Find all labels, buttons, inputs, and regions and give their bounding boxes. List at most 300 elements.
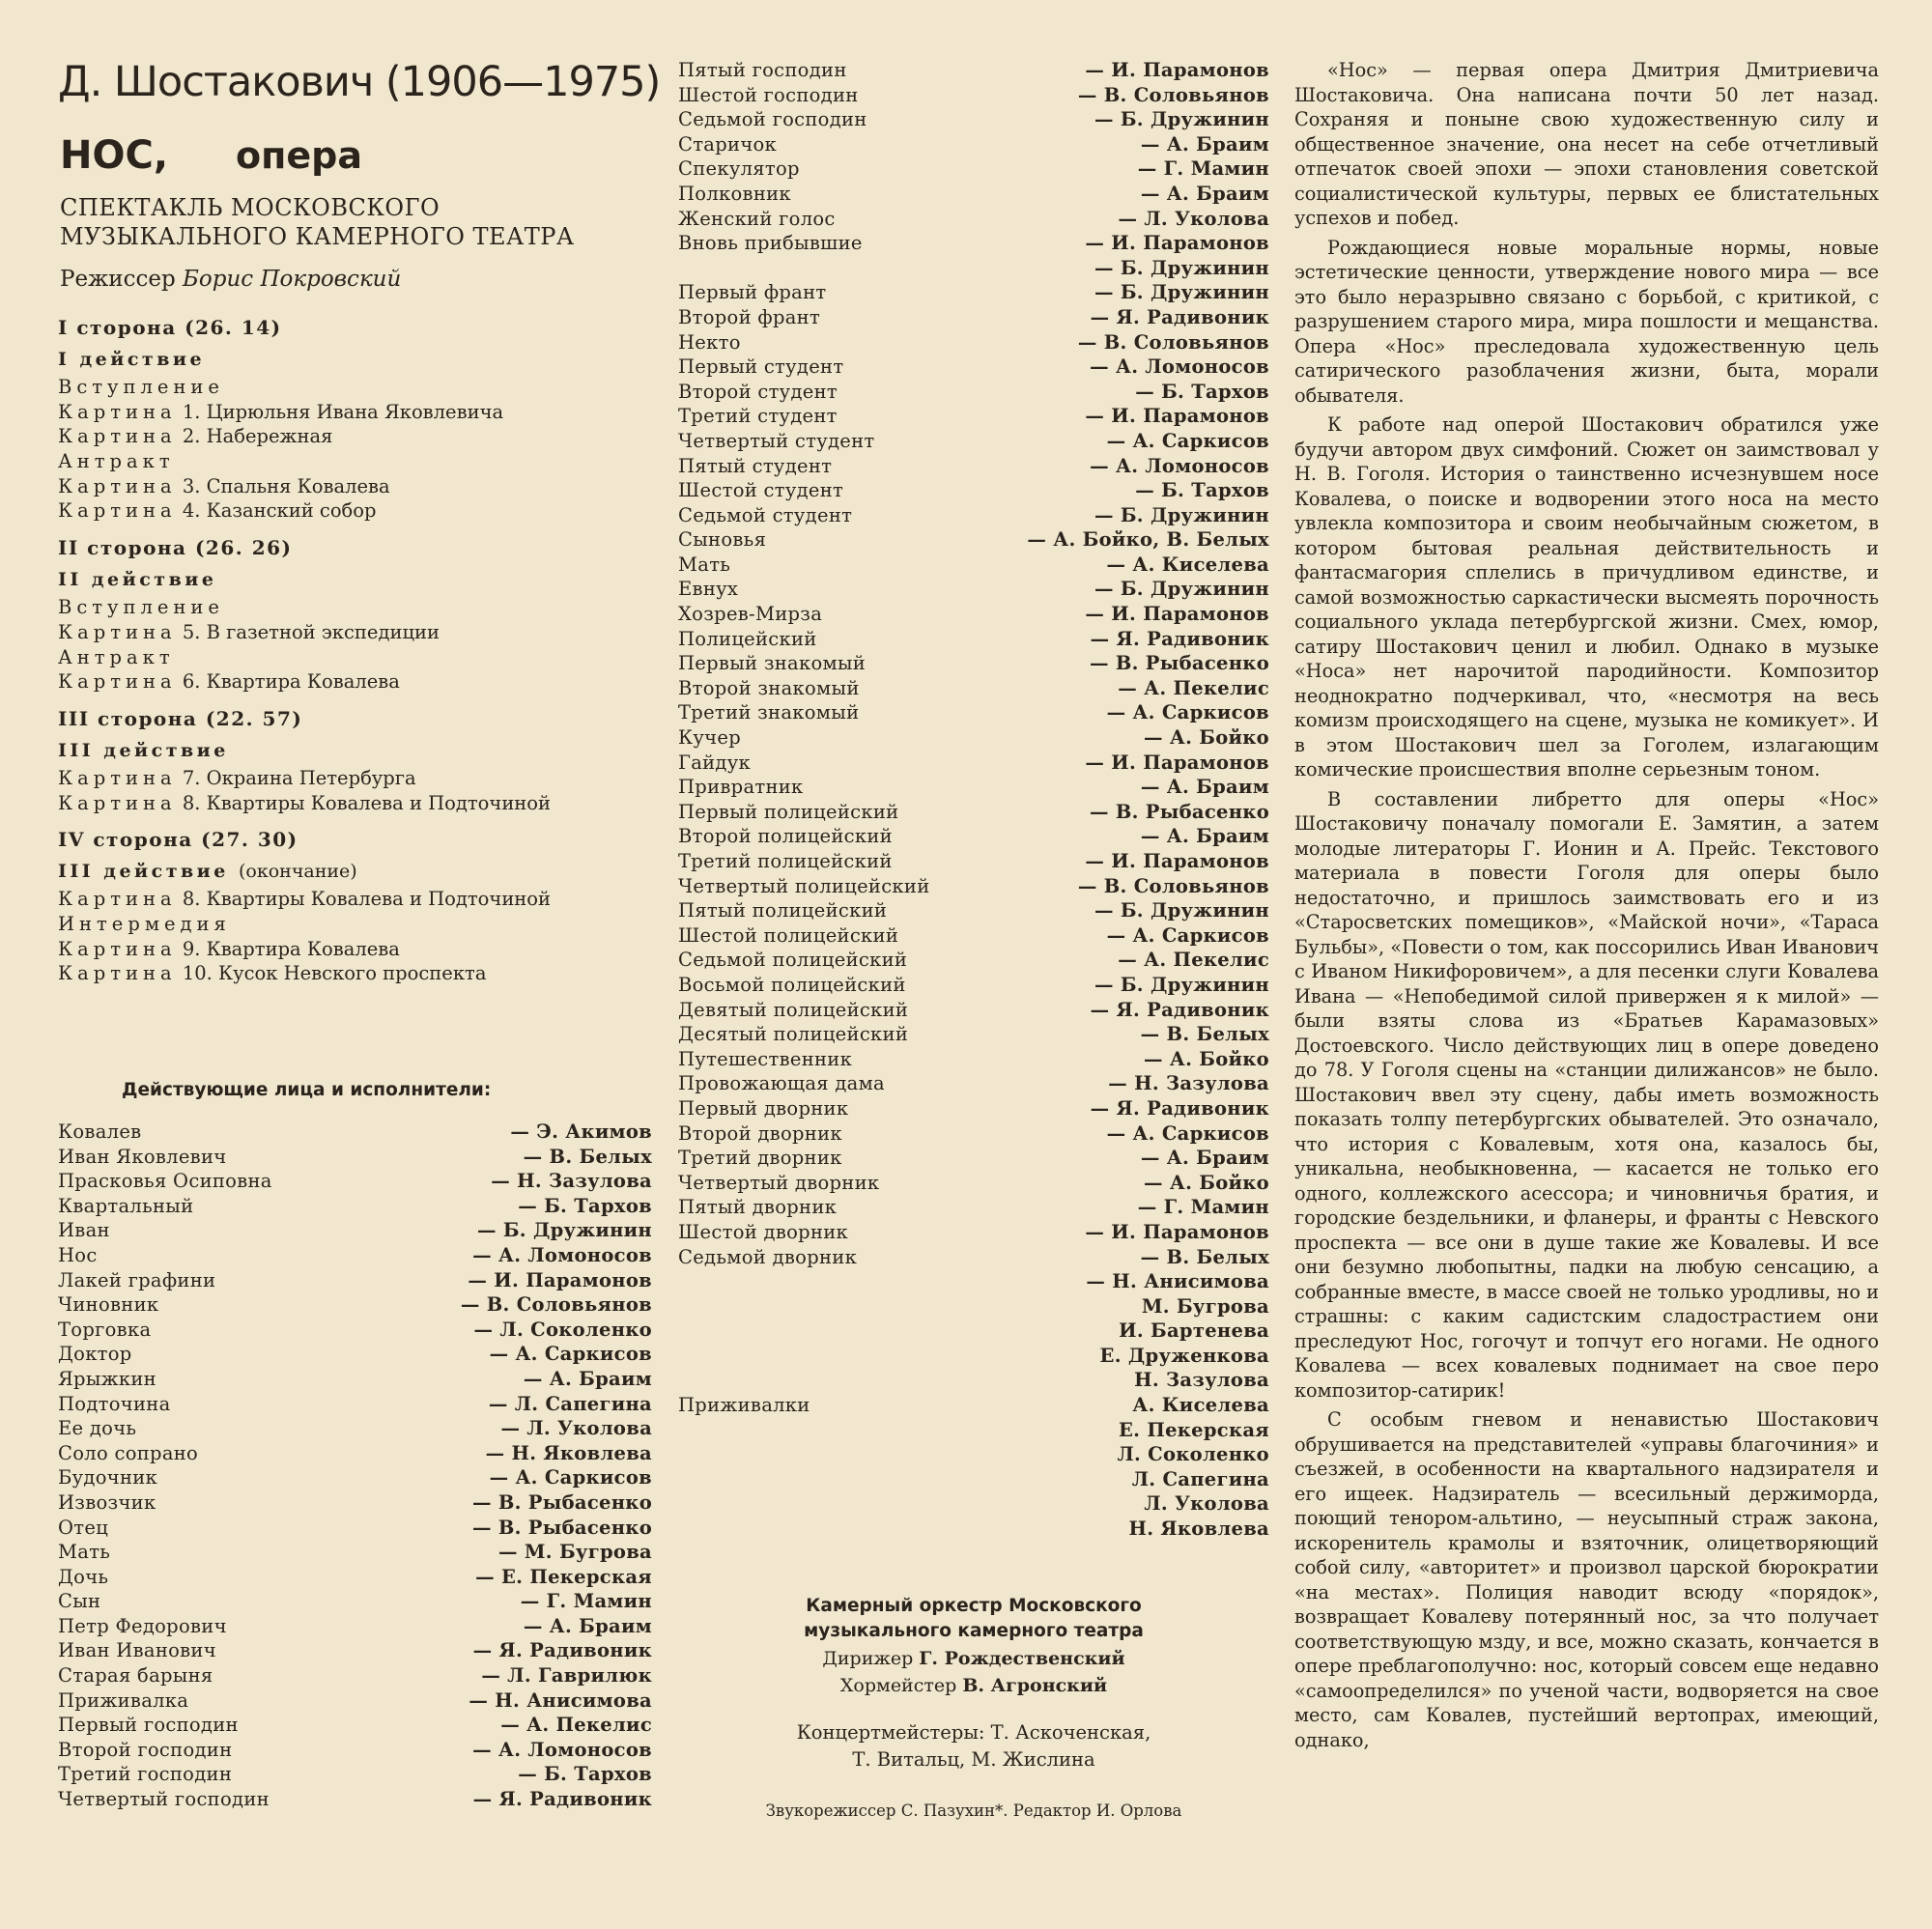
track-item bbox=[58, 595, 657, 620]
performer-name: — А. Бойко bbox=[1144, 1171, 1269, 1194]
role-name: Полковник bbox=[678, 182, 791, 205]
cast-row bbox=[58, 1169, 652, 1194]
cast-row bbox=[678, 725, 1269, 751]
performer-name: — Б. Дружинин bbox=[1094, 281, 1269, 304]
cast-row bbox=[678, 700, 1269, 725]
performer-name: — Я. Радивоник bbox=[1090, 998, 1269, 1021]
role-name: Восьмой полицейский bbox=[678, 973, 906, 996]
track-title: 8. Квартиры Ковалева и Подточиной bbox=[182, 888, 552, 911]
performer-name: — А. Саркисов bbox=[489, 1466, 652, 1489]
performer-name: — В. Рыбасенко bbox=[471, 1490, 652, 1514]
cast-row bbox=[678, 1517, 1269, 1542]
cast-row bbox=[678, 58, 1269, 83]
performer-name: — Л. Гаврилюк bbox=[481, 1664, 652, 1688]
cast-row bbox=[678, 800, 1269, 825]
track-item bbox=[58, 620, 657, 645]
track-item bbox=[58, 791, 657, 816]
role-name: Приживалки bbox=[678, 1394, 810, 1417]
role-name: Пятый дворник bbox=[678, 1196, 838, 1219]
cast-row bbox=[58, 1342, 652, 1367]
cast-row bbox=[678, 1418, 1269, 1443]
cast-row bbox=[58, 1145, 652, 1170]
title-text: НОС, bbox=[60, 133, 169, 178]
performer-name: — В. Рыбасенко bbox=[1089, 800, 1269, 823]
cast-row bbox=[678, 1442, 1269, 1467]
cast-row bbox=[678, 948, 1269, 973]
cast-row bbox=[678, 404, 1269, 429]
role-name: Третий господин bbox=[58, 1763, 233, 1786]
role-name: Некто bbox=[678, 330, 741, 354]
track-keyword: Картина bbox=[58, 670, 177, 694]
cast-row bbox=[58, 1465, 652, 1490]
performer-name: — Н. Анисимова bbox=[1086, 1270, 1269, 1293]
cast-row bbox=[58, 1565, 652, 1590]
role-name: Кучер bbox=[678, 726, 741, 750]
role-name: Второй студент bbox=[678, 380, 838, 403]
performer-name: — Л. Уколова bbox=[1118, 207, 1269, 230]
role-name: Вновь прибывшие bbox=[678, 232, 863, 255]
track-title: 1. Цирюльня Ивана Яковлевича bbox=[182, 400, 504, 423]
role-name: Чиновник bbox=[58, 1293, 159, 1317]
role-name: Пятый полицейский bbox=[678, 899, 888, 922]
act-heading bbox=[58, 735, 657, 766]
performer-name: — В. Соловьянов bbox=[1077, 330, 1269, 354]
conductor-name: Г. Рождественский bbox=[919, 1648, 1125, 1669]
performer-name: — Б. Дружинин bbox=[1094, 256, 1269, 279]
performer-name: — А. Саркисов bbox=[1106, 701, 1269, 724]
track-item bbox=[58, 375, 657, 400]
role-name: Ковалев bbox=[58, 1121, 142, 1143]
role-name: Гайдук bbox=[678, 751, 752, 774]
cast-row bbox=[678, 1146, 1269, 1171]
performer-name: — И. Парамонов bbox=[1085, 603, 1269, 626]
cast-row bbox=[678, 132, 1269, 157]
performer-name: — Б. Тархов bbox=[1135, 479, 1269, 502]
section-gap bbox=[58, 524, 657, 531]
cast-row bbox=[678, 1071, 1269, 1096]
performer-name: — В. Белых bbox=[523, 1145, 652, 1168]
cast-row bbox=[678, 898, 1269, 923]
performer-name: Н. Яковлева bbox=[1128, 1518, 1269, 1541]
performer-name: — Н. Зазулова bbox=[491, 1170, 652, 1193]
track-keyword: Картина bbox=[58, 400, 177, 423]
track-keyword: Антракт bbox=[58, 645, 175, 668]
track-item bbox=[58, 887, 657, 912]
performer-name: — Г. Мамин bbox=[1137, 157, 1269, 181]
performer-name: — И. Парамонов bbox=[468, 1268, 652, 1291]
role-name: Ярыжкин bbox=[58, 1367, 156, 1390]
role-name: Извозчик bbox=[58, 1490, 156, 1514]
performer-name: — Л. Соколенко bbox=[473, 1318, 652, 1341]
track-keyword: Вступление bbox=[58, 376, 224, 398]
performer-name: — А. Браим bbox=[1140, 825, 1269, 848]
performer-name: — В. Рыбасенко bbox=[471, 1516, 652, 1539]
accompanists-line-1: Концертмейстеры: Т. Аскоченская, bbox=[796, 1721, 1151, 1744]
role-name: Второй полицейский bbox=[678, 825, 893, 848]
cast-row bbox=[678, 577, 1269, 602]
performer-name: — В. Соловьянов bbox=[1077, 874, 1269, 897]
performer-name: — И. Парамонов bbox=[1085, 59, 1269, 81]
performer-name: Л. Сапегина bbox=[1131, 1467, 1269, 1490]
performer-name: — Е. Пекерская bbox=[475, 1565, 652, 1588]
director-name: Борис Покровский bbox=[182, 267, 402, 292]
cast-row bbox=[678, 527, 1269, 553]
role-name: Пятый студент bbox=[678, 454, 833, 477]
role-name: Привратник bbox=[678, 776, 804, 799]
track-keyword: Картина bbox=[58, 425, 177, 448]
chorus-label: Хормейстер bbox=[839, 1675, 957, 1696]
role-name: Иван bbox=[58, 1219, 110, 1242]
cast-row bbox=[678, 231, 1269, 256]
track-keyword: Картина bbox=[58, 888, 177, 911]
track-item bbox=[58, 912, 657, 937]
performer-name: — А. Киселева bbox=[1106, 553, 1269, 576]
cast-row bbox=[58, 1713, 652, 1738]
essay-paragraph: К работе над оперой Шостакович обратился уже будучи автором двух симфоний. Сюжет он заимствовал у Н. В. Гоголя. История о таинственно исчезнувшем носе Ковалева, о поиске и водворении этого носа на место увлекла композитора и своим необычайным сюжетом, в котором бытовая реальная действительность и фантасмагория сплелись в причудливом единстве, и самой возможностью саркастически высмеять порочность социального уклада петербургской жизни. Смех, юмор, сатиру Шостакович ценил и любил. Однако в музыке «Носа» нет нарочитой пародийности. Композитор неоднократно подчеркивал, что, «несмотря на весь комизм происходящего на сцене, музыка не комикует». И в этом Шостакович шел за Гоголем, излагающим комические происшествия вполне серьезным тоном. bbox=[1294, 413, 1879, 780]
performer-name: — Л. Уколова bbox=[500, 1417, 652, 1440]
role-name: Будочник bbox=[58, 1466, 158, 1489]
role-name: Доктор bbox=[58, 1343, 132, 1366]
performer-name: — Н. Зазулова bbox=[1108, 1072, 1269, 1095]
performer-name: — А. Саркисов bbox=[489, 1343, 652, 1366]
cast-row bbox=[678, 1319, 1269, 1344]
theatre-line-2: МУЗЫКАЛЬНОГО КАМЕРНОГО ТЕАТРА bbox=[60, 223, 575, 250]
role-name: Шестой дворник bbox=[678, 1220, 849, 1243]
cast-row bbox=[58, 1663, 652, 1688]
role-name: Первый господин bbox=[58, 1714, 239, 1737]
track-keyword: Картина bbox=[58, 474, 177, 497]
role-name: Шестой студент bbox=[678, 479, 844, 502]
cast-row bbox=[678, 553, 1269, 578]
cast-row bbox=[678, 998, 1269, 1023]
performer-name: — В. Рыбасенко bbox=[1089, 652, 1269, 675]
role-name: Подточина bbox=[58, 1392, 171, 1415]
role-name: Старая барыня bbox=[58, 1664, 213, 1688]
role-name: Полицейский bbox=[678, 627, 817, 650]
performer-name: — В. Соловьянов bbox=[1077, 83, 1269, 106]
role-name: Третий дворник bbox=[678, 1147, 842, 1170]
role-name: Первый полицейский bbox=[678, 800, 899, 823]
performer-name: — Б. Тархов bbox=[1135, 380, 1269, 403]
genre-text: опера bbox=[236, 134, 363, 177]
cast-row bbox=[678, 182, 1269, 207]
track-title: 5. В газетной экспедиции bbox=[182, 620, 440, 643]
track-keyword: Картина bbox=[58, 937, 177, 960]
performer-name: Н. Зазулова bbox=[1134, 1369, 1269, 1392]
role-name: Четвертый полицейский bbox=[678, 874, 930, 897]
act-heading bbox=[58, 564, 657, 595]
role-name: Второй знакомый bbox=[678, 676, 860, 699]
performer-name: — Я. Радивоник bbox=[1090, 305, 1269, 328]
cast-row bbox=[678, 503, 1269, 528]
track-keyword: Интермедия bbox=[58, 912, 231, 935]
cast-row bbox=[678, 107, 1269, 132]
performer-name: — И. Парамонов bbox=[1085, 751, 1269, 774]
role-name: Дочь bbox=[58, 1565, 109, 1588]
side-heading: II сторона (26. 26) bbox=[58, 536, 293, 560]
role-name: Лакей графини bbox=[58, 1268, 216, 1291]
track-title: 7. Окраина Петербурга bbox=[182, 766, 416, 789]
track-item bbox=[58, 961, 657, 986]
cast-row bbox=[678, 478, 1269, 503]
cast-row bbox=[678, 676, 1269, 701]
performer-name: — И. Парамонов bbox=[1085, 232, 1269, 255]
performer-name: — Б. Дружинин bbox=[1094, 503, 1269, 526]
director-label: Режиссер bbox=[60, 267, 176, 292]
act-heading bbox=[58, 344, 657, 375]
track-item bbox=[58, 424, 657, 449]
chorus-name: В. Агронский bbox=[962, 1675, 1108, 1696]
performer-name: — Л. Сапегина bbox=[488, 1392, 652, 1415]
cast-row bbox=[678, 1047, 1269, 1072]
performer-name: — Я. Радивоник bbox=[472, 1639, 652, 1662]
performer-name: — Н. Яковлева bbox=[485, 1441, 652, 1464]
cast-title: Действующие лица и исполнители: bbox=[122, 1080, 492, 1100]
cast-row bbox=[58, 1292, 652, 1318]
role-name: Четвертый дворник bbox=[678, 1171, 880, 1194]
performer-name: — Н. Анисимова bbox=[469, 1688, 652, 1712]
performer-name: А. Киселева bbox=[1132, 1394, 1269, 1417]
essay-text bbox=[1294, 58, 1879, 1757]
role-name: Петр Федорович bbox=[58, 1614, 227, 1637]
act-heading bbox=[58, 856, 657, 887]
performer-name: Л. Соколенко bbox=[1117, 1443, 1269, 1466]
cast-row bbox=[678, 1022, 1269, 1047]
role-name: Прасковья Осиповна bbox=[58, 1170, 272, 1193]
role-name: Провожающая дама bbox=[678, 1072, 885, 1095]
role-name: Иван Иванович bbox=[58, 1639, 216, 1662]
essay-paragraph: С особым гневом и ненавистью Шостакович обрушивается на представителей «управы благочиния» и съезжей, в особенности на квартального надзирателя и его ищеек. Надзиратель — всесильный держиморда, поющий тенором-альтино, — неусыпный страж закона, искоренитель крамолы и взяточник, олицетворяющий собой силу, «авторитет» и произвол царской бюрократии «на местах». Полиция наводит всюду «порядок», возвращает Ковалеву потерянный нос, за что получает соответствующую мзду, и все, можно сказать, кончается в опере преблагополучно: нос, который совсем еще недавно «самоопределился» по ученой части, водворяется на свое место, сам Ковалев, пустейший вертопрах, имеющий, однако, bbox=[1294, 1408, 1879, 1751]
performer-name: — А. Пекелис bbox=[1118, 949, 1269, 972]
performer-name: — А. Саркисов bbox=[1106, 1121, 1269, 1145]
track-title: 8. Квартиры Ковалева и Подточиной bbox=[182, 791, 552, 814]
cast-row bbox=[678, 775, 1269, 800]
cast-row bbox=[678, 874, 1269, 899]
cast-row bbox=[678, 355, 1269, 380]
cast-row bbox=[58, 1638, 652, 1663]
section-gap bbox=[58, 815, 657, 823]
role-name: Хозрев-Мирза bbox=[678, 603, 823, 626]
track-keyword: Вступление bbox=[58, 596, 224, 619]
performer-name: — А. Браим bbox=[523, 1367, 652, 1390]
cast-row bbox=[678, 627, 1269, 652]
role-name: Девятый полицейский bbox=[678, 998, 909, 1021]
cast-row bbox=[678, 602, 1269, 627]
performer-name: — В. Белых bbox=[1140, 1245, 1269, 1268]
cast-row bbox=[678, 156, 1269, 182]
role-name: Четвертый студент bbox=[678, 429, 875, 452]
cast-row bbox=[678, 454, 1269, 479]
role-name: Соло сопрано bbox=[58, 1441, 199, 1464]
performer-name: — Я. Радивоник bbox=[472, 1788, 652, 1811]
cast-row bbox=[678, 1467, 1269, 1492]
cast-row bbox=[678, 1294, 1269, 1319]
cast-row bbox=[58, 1268, 652, 1293]
director-line bbox=[60, 267, 401, 292]
cast-row bbox=[678, 1121, 1269, 1147]
performer-name: — Б. Дружинин bbox=[1094, 578, 1269, 601]
cast-row bbox=[678, 751, 1269, 776]
performer-name: — А. Браим bbox=[1140, 182, 1269, 205]
cast-row bbox=[58, 1243, 652, 1268]
performer-name: — Г. Мамин bbox=[520, 1590, 652, 1613]
role-name: Второй господин bbox=[58, 1738, 233, 1761]
performer-name: — А. Браим bbox=[1140, 1147, 1269, 1170]
cast-row bbox=[58, 1120, 652, 1145]
role-name: Иван Яковлевич bbox=[58, 1145, 227, 1168]
act-label: II действие bbox=[58, 569, 217, 591]
section-gap bbox=[58, 695, 657, 702]
conductor-line bbox=[678, 1646, 1269, 1671]
cast-row bbox=[58, 1589, 652, 1614]
role-name: Шестой полицейский bbox=[678, 923, 899, 947]
cast-row bbox=[678, 1220, 1269, 1245]
track-item bbox=[58, 400, 657, 425]
side-heading: IV сторона (27. 30) bbox=[58, 828, 298, 852]
performer-name: — Б. Тархов bbox=[518, 1763, 652, 1786]
cast-list-left bbox=[58, 1120, 652, 1812]
theatre-heading bbox=[60, 193, 575, 251]
conductor-label: Дирижер bbox=[822, 1648, 914, 1669]
role-name: Четвертый господин bbox=[58, 1788, 270, 1811]
engineer-line: Звукорежиссер С. Пазухин*. Редактор И. Орлова bbox=[765, 1801, 1182, 1820]
performer-name: — В. Белых bbox=[1140, 1023, 1269, 1046]
performer-name: — Я. Радивоник bbox=[1090, 627, 1269, 650]
track-item bbox=[58, 645, 657, 670]
cast-row bbox=[678, 429, 1269, 454]
accompanists bbox=[678, 1719, 1269, 1773]
role-name: Второй франт bbox=[678, 305, 821, 328]
role-name: Седьмой господин bbox=[678, 108, 867, 131]
role-name: Первый франт bbox=[678, 281, 827, 304]
performer-name: — А. Бойко, В. Белых bbox=[1027, 528, 1269, 552]
cast-row bbox=[678, 305, 1269, 330]
cast-row bbox=[58, 1392, 652, 1417]
cast-row bbox=[678, 1269, 1269, 1294]
performer-name: — А. Бойко bbox=[1144, 726, 1269, 750]
role-name: Торговка bbox=[58, 1318, 152, 1341]
cast-row bbox=[58, 1738, 652, 1763]
track-keyword: Антракт bbox=[58, 450, 175, 473]
role-name: Третий полицейский bbox=[678, 850, 893, 872]
performer-name: — В. Соловьянов bbox=[460, 1293, 652, 1317]
performer-name: — Э. Акимов bbox=[510, 1121, 652, 1143]
essay-paragraph: Рождающиеся новые моральные нормы, новые эстетические ценности, утверждение нового мира — все это было неразрывно связано с борьбой, с критикой, с разрушением старого мира, мира пошлости и мещанства. Опера «Нос» преследовала художественную цель сатирического разоблачения жизни, быта, морали обывателя. bbox=[1294, 236, 1879, 407]
track-keyword: Картина bbox=[58, 499, 177, 523]
role-name: Седьмой полицейский bbox=[678, 949, 908, 972]
cast-row bbox=[58, 1762, 652, 1787]
role-name: Первый знакомый bbox=[678, 652, 867, 675]
cast-row bbox=[678, 83, 1269, 108]
performer-name: Е. Пекерская bbox=[1119, 1418, 1269, 1441]
cast-row bbox=[58, 1540, 652, 1565]
cast-row bbox=[678, 1368, 1269, 1393]
role-name: Нос bbox=[58, 1243, 98, 1266]
track-title: 3. Спальня Ковалева bbox=[182, 474, 390, 497]
role-name: Шестой господин bbox=[678, 83, 859, 106]
performer-name: — Б. Дружинин bbox=[476, 1219, 652, 1242]
performer-name: — А. Браим bbox=[1140, 132, 1269, 156]
cast-row bbox=[678, 1393, 1269, 1418]
section-gap bbox=[58, 986, 657, 994]
cast-row bbox=[678, 973, 1269, 998]
role-name: Отец bbox=[58, 1516, 109, 1539]
orchestra-credits bbox=[678, 1594, 1269, 1824]
composer-heading: Д. Шостакович (1906—1975) bbox=[58, 58, 661, 106]
track-item bbox=[58, 937, 657, 962]
performer-name: — А. Бойко bbox=[1144, 1047, 1269, 1070]
essay-paragraph: В составлении либретто для оперы «Нос» Шостаковичу поначалу помогали Е. Замятин, а затем молодые литераторы Г. Ионин и А. Прейс. Текстового материала в повести Гоголя для оперы было недостаточно, и пришлось заимствовать его и из «Старосветских помещиков», «Майской ночи», «Тараса Бульбы», «Повести о том, как поссорились Иван Иванович с Иваном Никифоровичем», а для песенки слуги Ковалева Ивана — «Непобедимой силой привержен я к милой» — были взяты слова из «Братьев Карамазовых» Достоевского. Число действующих лиц в опере доведено до 78. У Гоголя сцены на «станции дилижансов» не было. Шостакович ввел эту сцену, дабы иметь возможность показать толпу петербургских обывателей. Это означало, что история с Ковалевым, хотя она, казалось бы, уникальна, необыкновенна, — касается не только его одного, коллежского асессора; и чиновничья братия, и городские бездельники, и фланеры, и франты с Невского проспекта — все они в душе такие же Ковалевы. И все они безумно любопытны, падки на любую сенсацию, а собранные вместе, в массе своей не только уродливы, но и страшны: с каким садистским сладострастием они преследуют Нос, гогочут и топчут его ногами. Не одного Ковалева — всех ковалевых поднимает на свое перо композитор-сатирик! bbox=[1294, 787, 1879, 1402]
role-name: Десятый полицейский bbox=[678, 1023, 909, 1046]
cast-row bbox=[58, 1516, 652, 1541]
track-keyword: Картина bbox=[58, 620, 177, 643]
role-name: Старичок bbox=[678, 132, 778, 156]
theatre-line-1: СПЕКТАКЛЬ МОСКОВСКОГО bbox=[60, 194, 440, 221]
track-item bbox=[58, 669, 657, 695]
orchestra-line-2: музыкального камерного театра bbox=[804, 1621, 1144, 1641]
track-keyword: Картина bbox=[58, 791, 177, 814]
cast-row bbox=[678, 824, 1269, 849]
cast-row bbox=[678, 651, 1269, 676]
cast-row bbox=[678, 256, 1269, 281]
track-item bbox=[58, 474, 657, 499]
side-heading: I сторона (26. 14) bbox=[58, 316, 282, 339]
role-name: Мать bbox=[58, 1541, 111, 1564]
cast-row bbox=[58, 1490, 652, 1516]
act-note: (окончание) bbox=[238, 861, 357, 883]
cast-row bbox=[678, 849, 1269, 874]
role-name: Третий студент bbox=[678, 405, 838, 428]
cast-row bbox=[678, 380, 1269, 405]
performer-name: — Б. Дружинин bbox=[1094, 108, 1269, 131]
cast-row bbox=[58, 1614, 652, 1639]
performer-name: М. Бугрова bbox=[1141, 1294, 1269, 1318]
cast-row bbox=[58, 1688, 652, 1714]
cast-list-middle bbox=[678, 58, 1269, 1542]
cast-row bbox=[678, 280, 1269, 305]
act-label: III действие bbox=[58, 861, 229, 883]
act-label: III действие bbox=[58, 739, 229, 761]
cast-row bbox=[678, 330, 1269, 355]
role-name: Ее дочь bbox=[58, 1417, 137, 1440]
role-name: Пятый господин bbox=[678, 59, 847, 81]
side-heading: III сторона (22. 57) bbox=[58, 706, 303, 730]
role-name: Приживалка bbox=[58, 1688, 189, 1712]
cast-row bbox=[678, 1096, 1269, 1121]
track-title: 9. Квартира Ковалева bbox=[182, 937, 400, 960]
track-keyword: Картина bbox=[58, 962, 177, 985]
performer-name: — А. Саркисов bbox=[1106, 429, 1269, 452]
cast-row bbox=[678, 1344, 1269, 1369]
role-name: Сыновья bbox=[678, 528, 767, 552]
cast-row bbox=[678, 923, 1269, 949]
role-name: Второй дворник bbox=[678, 1121, 842, 1145]
cast-row bbox=[678, 1491, 1269, 1517]
orchestra-line-1: Камерный оркестр Московского bbox=[806, 1596, 1142, 1616]
role-name: Мать bbox=[678, 553, 731, 576]
performer-name: — А. Ломоносов bbox=[472, 1243, 652, 1266]
cast-row bbox=[58, 1367, 652, 1392]
role-name: Первый студент bbox=[678, 355, 844, 379]
performer-name: Л. Уколова bbox=[1144, 1492, 1269, 1516]
role-name: Седьмой дворник bbox=[678, 1245, 858, 1268]
cast-row bbox=[58, 1318, 652, 1343]
performer-name: Е. Друженкова bbox=[1099, 1344, 1269, 1367]
act-label: I действие bbox=[58, 349, 206, 370]
performer-name: — Б. Дружинин bbox=[1094, 899, 1269, 922]
cast-row bbox=[58, 1218, 652, 1243]
role-name: Третий знакомый bbox=[678, 701, 860, 724]
